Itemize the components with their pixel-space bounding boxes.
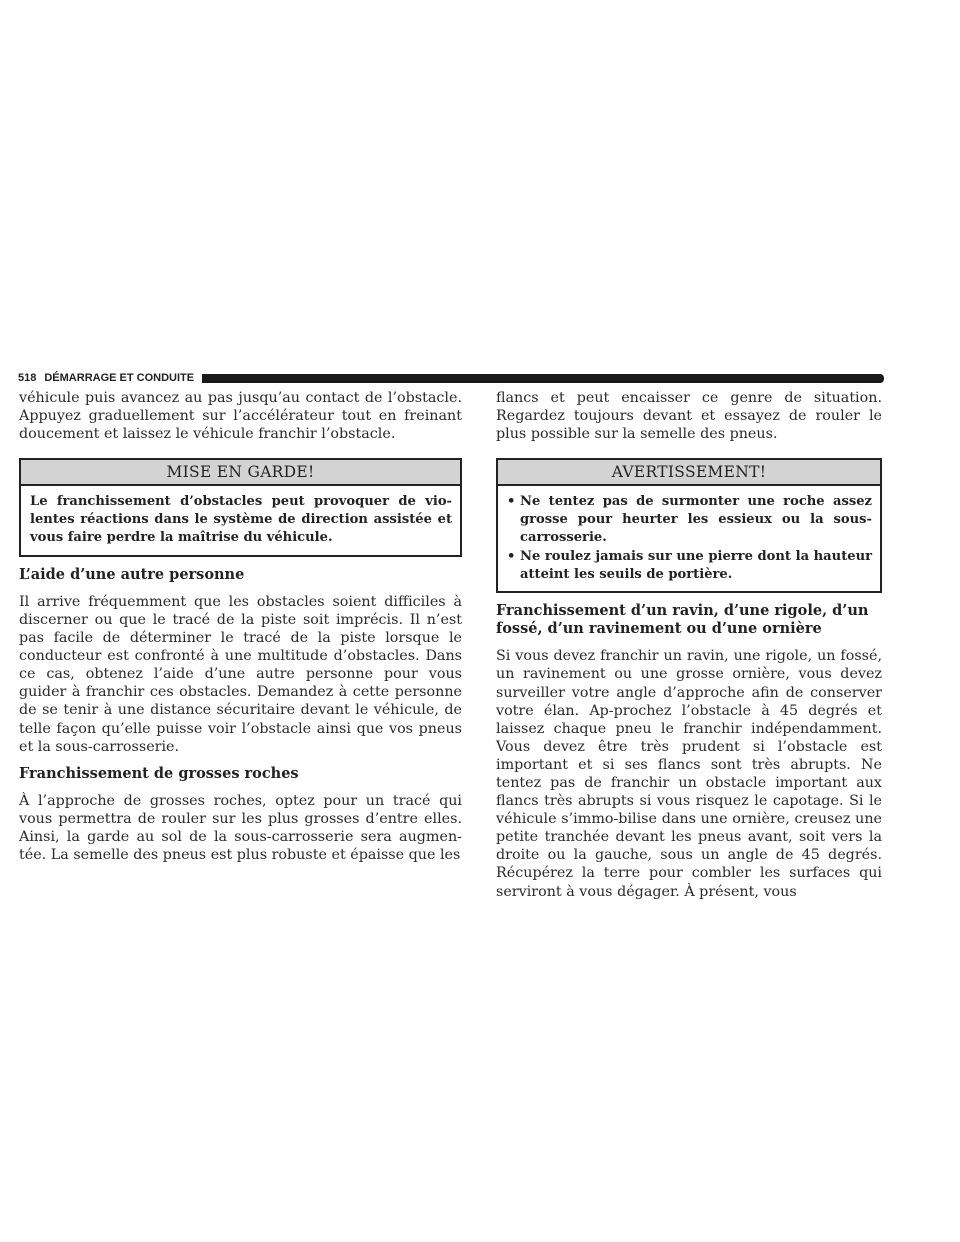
- page-header: [18, 371, 884, 385]
- warning-box: [496, 458, 882, 592]
- help-paragraph: Il arrive fréquemment que les obstacles soient difficiles à discerner ou que le tracé de la piste soit imprécis. Il n’est pas facile de déterminer le tracé de la piste lorsque le conducteur est confronté à une multitude d’obstacles. Dans ce cas, obtenez l’aide d’une autre personne pour vous guider à franchir ces obstacles. Demandez à cette personne de se tenir à une distance sécuritaire devant le véhicule, de telle façon qu’elle puisse voir l’obstacle ainsi que vos pneus et la sous-carrosserie.: [19, 593, 462, 755]
- right-column: [496, 389, 882, 901]
- left-column: [19, 389, 462, 864]
- heading-help: L’aide d’une autre personne: [19, 565, 245, 583]
- heading-rocks: Franchissement de grosses roches: [19, 764, 299, 782]
- caution-title: MISE EN GARDE!: [21, 460, 460, 486]
- section-title: DÉMARRAGE ET CONDUITE: [44, 372, 195, 384]
- warning-body: [498, 486, 880, 590]
- ravine-paragraph: Si vous devez franchir un ravin, une rigole, un fossé, un ravinement ou une grosse ornière, vous devez surveiller votre angle d’approche afin de conserver votre élan. Ap-prochez l’obstacle à 45 degrés et laissez chaque pneu le franchir indépendamment. Vous devez être très prudent si l’obstacle est important et si ses flancs sont très abrupts. Ne tentez pas de franchir un obstacle important aux flancs très abrupts si vous risquez le capotage. Si le véhicule s’immo-bilise dans une ornière, creusez une petite tranchée devant les pneus avant, soit vers la droite ou la gauche, sous un angle de 45 degrés. Récupérez la terre pour combler les surfaces qui serviront à vous dégager. À présent, vous: [496, 648, 882, 900]
- caution-box: [19, 458, 462, 556]
- bullet-icon: •: [507, 494, 516, 510]
- warning-item-text: Ne roulez jamais sur une pierre dont la hauteur atteint les seuils de portière.: [520, 548, 872, 582]
- list-item: [507, 493, 872, 547]
- list-item: [507, 548, 872, 584]
- page-number: 518: [18, 372, 37, 384]
- warning-list: [507, 493, 872, 583]
- intro-paragraph: véhicule puis avancez au pas jusqu’au contact de l’obstacle. Appuyez graduellement sur l’accélérateur tout en freinant doucement et laissez le véhicule franchir l’obstacle.: [19, 390, 462, 443]
- warning-title: AVERTISSEMENT!: [498, 460, 880, 486]
- caution-text: Le franchissement d’obstacles peut provoquer de vio-lentes réactions dans le système de direction assistée et vous faire perdre la maîtrise du véhicule.: [30, 494, 452, 546]
- rocks-paragraph: À l’approche de grosses roches, optez pour un tracé qui vous permettra de rouler sur les plus grosses d’entre elles. Ainsi, la garde au sol de la sous-carrosserie sera augmen-tée. La semelle des pneus est plus robuste et épaisse que les: [19, 793, 462, 864]
- bullet-icon: •: [507, 548, 516, 564]
- continuation-paragraph: flancs et peut encaisser ce genre de situation. Regardez toujours devant et essayez de rouler le plus possible sur la semelle des pneus.: [496, 390, 882, 443]
- heading-ravine: Franchissement d’un ravin, d’une rigole, d’un fossé, d’un ravinement ou d’une ornière: [496, 601, 869, 638]
- header-rule: [202, 374, 884, 383]
- warning-item-text: Ne tentez pas de surmonter une roche assez grosse pour heurter les essieux ou la sous-carrosserie.: [520, 494, 872, 546]
